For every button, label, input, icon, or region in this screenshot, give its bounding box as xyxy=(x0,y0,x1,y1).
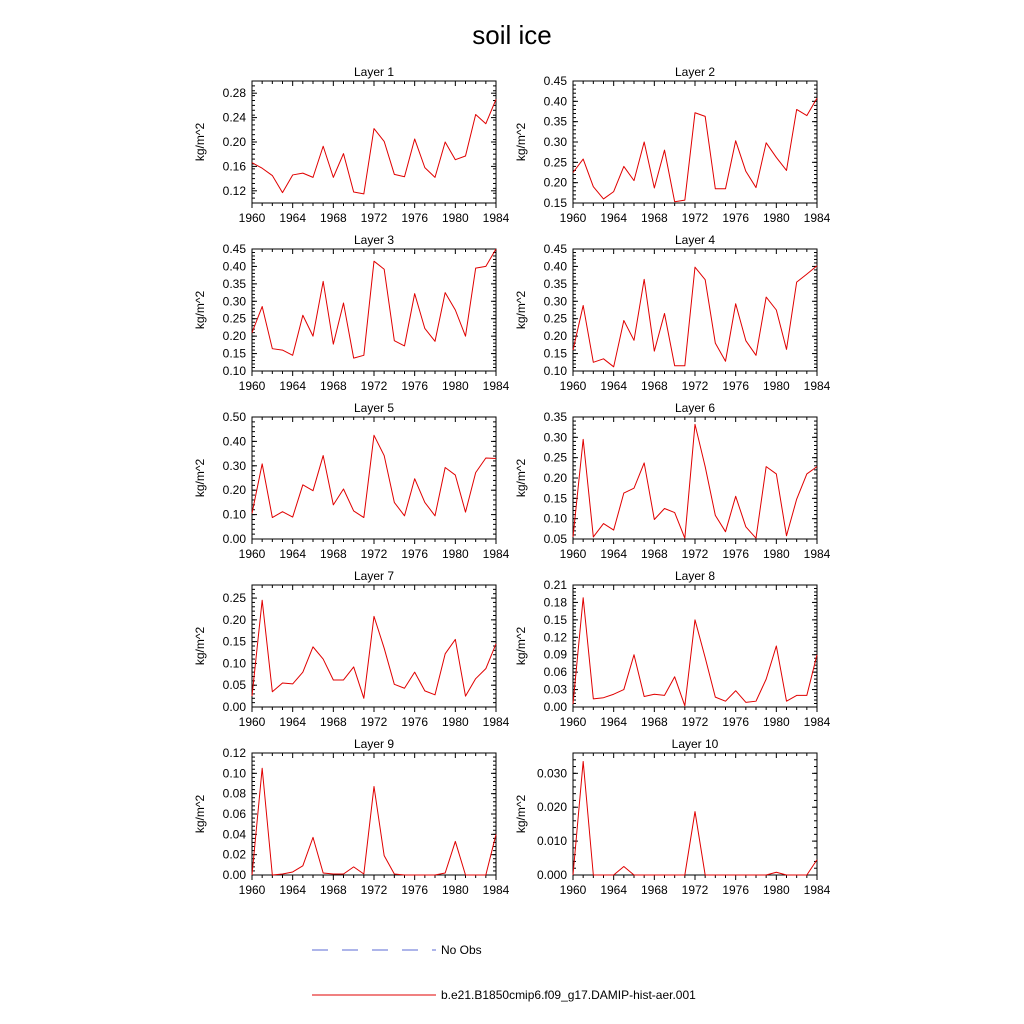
chart-5-ytick-label: 0.40 xyxy=(222,434,246,449)
chart-3-xtick-label: 1984 xyxy=(482,379,510,393)
legend-no-obs-label: No Obs xyxy=(441,943,482,957)
chart-2-series-1-line xyxy=(573,98,817,202)
chart-10-xtick-label: 1976 xyxy=(722,883,750,897)
chart-2-xtick-label: 1968 xyxy=(640,211,668,225)
chart-6-ylabel: kg/m^2 xyxy=(514,458,528,498)
chart-3-xtick-label: 1972 xyxy=(360,379,388,393)
chart-8-ytick-label: 0.21 xyxy=(543,578,567,592)
chart-9-panel xyxy=(193,737,510,897)
chart-2-ytick-label: 0.20 xyxy=(543,175,567,190)
chart-2-frame xyxy=(573,81,817,203)
chart-7-series-1-line xyxy=(252,600,496,698)
chart-1-xtick-label: 1960 xyxy=(238,211,266,225)
chart-9-ytick-label: 0.10 xyxy=(222,766,246,781)
chart-5-xtick-label: 1964 xyxy=(279,547,307,561)
chart-2-title: Layer 2 xyxy=(674,65,716,79)
chart-6-xtick-label: 1964 xyxy=(600,547,628,561)
chart-10-ytick-label: 0.030 xyxy=(536,766,567,781)
chart-10-xtick-label: 1964 xyxy=(600,883,628,897)
chart-8-ytick-label: 0.06 xyxy=(543,665,567,680)
chart-10-panel xyxy=(514,737,831,897)
chart-1-xtick-label: 1984 xyxy=(482,211,510,225)
chart-8-series-1-line xyxy=(573,598,817,706)
chart-7-xtick-label: 1976 xyxy=(401,715,429,729)
panels xyxy=(193,65,831,897)
chart-9-ylabel: kg/m^2 xyxy=(193,794,207,834)
chart-2-panel xyxy=(514,65,831,225)
chart-8-xtick-label: 1960 xyxy=(559,715,587,729)
chart-3-ytick-label: 0.15 xyxy=(222,346,246,361)
chart-4-xtick-label: 1968 xyxy=(640,379,668,393)
chart-8-ylabel: kg/m^2 xyxy=(514,626,528,666)
chart-7-ytick-label: 0.05 xyxy=(222,678,246,693)
chart-6-panel xyxy=(514,401,831,561)
chart-5-xtick-label: 1960 xyxy=(238,547,266,561)
chart-8-xtick-label: 1964 xyxy=(600,715,628,729)
chart-3-ytick-label: 0.45 xyxy=(222,242,246,256)
chart-8-ytick-label: 0.00 xyxy=(543,700,567,714)
chart-3-ytick-label: 0.35 xyxy=(222,276,246,291)
chart-1-ytick-label: 0.24 xyxy=(222,110,246,125)
chart-9-title: Layer 9 xyxy=(353,737,395,751)
chart-10-xtick-label: 1984 xyxy=(803,883,831,897)
chart-7-ytick-label: 0.00 xyxy=(222,700,246,714)
chart-2-xtick-label: 1980 xyxy=(762,211,790,225)
chart-2-xtick-label: 1960 xyxy=(559,211,587,225)
chart-3-ytick-label: 0.30 xyxy=(222,294,246,309)
chart-4-xtick-label: 1960 xyxy=(559,379,587,393)
chart-5-ytick-label: 0.50 xyxy=(222,410,246,424)
chart-6-ytick-label: 0.05 xyxy=(543,532,567,546)
chart-9-xtick-label: 1976 xyxy=(401,883,429,897)
chart-4-xtick-label: 1976 xyxy=(722,379,750,393)
chart-5-panel xyxy=(193,401,510,561)
chart-4-xtick-label: 1980 xyxy=(762,379,790,393)
chart-10-xtick-label: 1980 xyxy=(762,883,790,897)
chart-9-xtick-label: 1968 xyxy=(319,883,347,897)
chart-4-title: Layer 4 xyxy=(674,233,716,247)
chart-4-xtick-label: 1984 xyxy=(803,379,831,393)
chart-1-xtick-label: 1976 xyxy=(401,211,429,225)
legend-model-label: b.e21.B1850cmip6.f09_g17.DAMIP-hist-aer.001 xyxy=(441,988,696,1002)
chart-5-xtick-label: 1968 xyxy=(319,547,347,561)
chart-2-ylabel: kg/m^2 xyxy=(514,122,528,162)
chart-8-xtick-label: 1980 xyxy=(762,715,790,729)
chart-9-ytick-label: 0.04 xyxy=(222,827,246,842)
chart-3-xtick-label: 1968 xyxy=(319,379,347,393)
chart-3-title: Layer 3 xyxy=(353,233,395,247)
chart-1-xtick-label: 1980 xyxy=(441,211,469,225)
chart-9-ytick-label: 0.12 xyxy=(222,746,246,760)
chart-3-ytick-label: 0.20 xyxy=(222,329,246,344)
chart-7-ylabel: kg/m^2 xyxy=(193,626,207,666)
chart-1-ylabel: kg/m^2 xyxy=(193,122,207,162)
chart-8-xtick-label: 1968 xyxy=(640,715,668,729)
chart-3-xtick-label: 1976 xyxy=(401,379,429,393)
chart-1-ytick-label: 0.28 xyxy=(222,86,246,101)
chart-7-frame xyxy=(252,585,496,707)
chart-4-ytick-label: 0.10 xyxy=(543,364,567,378)
chart-9-ytick-label: 0.08 xyxy=(222,786,246,801)
chart-5-ytick-label: 0.20 xyxy=(222,483,246,498)
chart-6-ytick-label: 0.15 xyxy=(543,491,567,506)
figure-title: soil ice xyxy=(472,20,552,50)
chart-4-ytick-label: 0.40 xyxy=(543,259,567,274)
chart-3-xtick-label: 1980 xyxy=(441,379,469,393)
chart-7-title: Layer 7 xyxy=(353,569,395,583)
chart-5-series-1-line xyxy=(252,435,496,517)
chart-2-xtick-label: 1972 xyxy=(681,211,709,225)
chart-5-title: Layer 5 xyxy=(353,401,395,415)
chart-5-xtick-label: 1972 xyxy=(360,547,388,561)
chart-8-ytick-label: 0.18 xyxy=(543,595,567,610)
chart-2-xtick-label: 1976 xyxy=(722,211,750,225)
chart-1-series-1-line xyxy=(252,99,496,194)
chart-2-xtick-label: 1984 xyxy=(803,211,831,225)
chart-3-panel xyxy=(193,233,510,393)
chart-6-xtick-label: 1968 xyxy=(640,547,668,561)
chart-7-panel xyxy=(193,569,510,729)
chart-7-xtick-label: 1964 xyxy=(279,715,307,729)
chart-3-ytick-label: 0.10 xyxy=(222,364,246,378)
chart-2-ytick-label: 0.30 xyxy=(543,135,567,149)
chart-4-ytick-label: 0.45 xyxy=(543,242,567,256)
chart-7-ytick-label: 0.25 xyxy=(222,591,246,606)
chart-8-ytick-label: 0.09 xyxy=(543,647,567,662)
chart-6-ytick-label: 0.20 xyxy=(543,471,567,485)
chart-3-series-1-line xyxy=(252,249,496,358)
chart-8-ytick-label: 0.12 xyxy=(543,630,567,645)
chart-8-ytick-label: 0.15 xyxy=(543,612,567,627)
chart-5-xtick-label: 1980 xyxy=(441,547,469,561)
chart-3-xtick-label: 1964 xyxy=(279,379,307,393)
chart-6-xtick-label: 1972 xyxy=(681,547,709,561)
chart-10-ylabel: kg/m^2 xyxy=(514,794,528,834)
chart-7-ytick-label: 0.10 xyxy=(222,656,246,671)
chart-4-panel xyxy=(514,233,831,393)
chart-4-xtick-label: 1972 xyxy=(681,379,709,393)
chart-5-xtick-label: 1976 xyxy=(401,547,429,561)
chart-10-title: Layer 10 xyxy=(671,737,719,751)
chart-10-ytick-label: 0.000 xyxy=(536,868,567,882)
chart-9-frame xyxy=(252,753,496,875)
chart-10-ytick-label: 0.010 xyxy=(536,834,567,849)
chart-1-title: Layer 1 xyxy=(353,65,395,79)
chart-4-series-1-line xyxy=(573,266,817,367)
chart-4-ylabel: kg/m^2 xyxy=(514,290,528,330)
chart-3-ytick-label: 0.25 xyxy=(222,311,246,326)
chart-6-ytick-label: 0.35 xyxy=(543,410,567,424)
chart-8-ytick-label: 0.03 xyxy=(543,682,567,697)
chart-6-xtick-label: 1960 xyxy=(559,547,587,561)
chart-4-ytick-label: 0.30 xyxy=(543,294,567,309)
chart-1-xtick-label: 1968 xyxy=(319,211,347,225)
chart-6-title: Layer 6 xyxy=(674,401,716,415)
chart-8-panel xyxy=(514,569,831,729)
chart-3-ytick-label: 0.40 xyxy=(222,259,246,274)
chart-8-frame xyxy=(573,585,817,707)
chart-4-ytick-label: 0.20 xyxy=(543,329,567,344)
chart-7-xtick-label: 1960 xyxy=(238,715,266,729)
chart-6-ytick-label: 0.30 xyxy=(543,430,567,445)
chart-10-xtick-label: 1960 xyxy=(559,883,587,897)
chart-1-ytick-label: 0.16 xyxy=(222,159,246,174)
chart-2-ytick-label: 0.40 xyxy=(543,94,567,109)
chart-10-xtick-label: 1972 xyxy=(681,883,709,897)
chart-7-ytick-label: 0.15 xyxy=(222,634,246,649)
chart-3-ylabel: kg/m^2 xyxy=(193,290,207,330)
chart-9-series-1-line xyxy=(252,768,496,875)
chart-3-xtick-label: 1960 xyxy=(238,379,266,393)
chart-9-xtick-label: 1972 xyxy=(360,883,388,897)
chart-8-xtick-label: 1972 xyxy=(681,715,709,729)
chart-6-ytick-label: 0.10 xyxy=(543,511,567,526)
chart-9-ytick-label: 0.00 xyxy=(222,868,246,882)
chart-8-xtick-label: 1976 xyxy=(722,715,750,729)
chart-8-xtick-label: 1984 xyxy=(803,715,831,729)
chart-9-xtick-label: 1980 xyxy=(441,883,469,897)
chart-5-ylabel: kg/m^2 xyxy=(193,458,207,498)
chart-10-series-1-line xyxy=(573,761,817,875)
chart-4-ytick-label: 0.35 xyxy=(543,276,567,291)
chart-6-xtick-label: 1980 xyxy=(762,547,790,561)
chart-6-ytick-label: 0.25 xyxy=(543,450,567,465)
chart-9-xtick-label: 1984 xyxy=(482,883,510,897)
chart-7-ytick-label: 0.20 xyxy=(222,612,246,627)
chart-5-xtick-label: 1984 xyxy=(482,547,510,561)
legend xyxy=(312,943,696,1002)
chart-9-ytick-label: 0.02 xyxy=(222,847,246,862)
chart-1-panel xyxy=(193,65,510,225)
chart-2-xtick-label: 1964 xyxy=(600,211,628,225)
chart-9-xtick-label: 1960 xyxy=(238,883,266,897)
chart-6-series-1-line xyxy=(573,424,817,538)
chart-9-ytick-label: 0.06 xyxy=(222,807,246,821)
chart-1-xtick-label: 1964 xyxy=(279,211,307,225)
chart-6-xtick-label: 1984 xyxy=(803,547,831,561)
chart-10-ytick-label: 0.020 xyxy=(536,800,567,815)
chart-4-ytick-label: 0.15 xyxy=(543,346,567,361)
chart-1-frame xyxy=(252,81,496,203)
chart-5-ytick-label: 0.00 xyxy=(222,532,246,546)
chart-10-xtick-label: 1968 xyxy=(640,883,668,897)
chart-6-frame xyxy=(573,417,817,539)
chart-7-xtick-label: 1980 xyxy=(441,715,469,729)
chart-2-ytick-label: 0.25 xyxy=(543,155,567,170)
chart-9-xtick-label: 1964 xyxy=(279,883,307,897)
chart-4-xtick-label: 1964 xyxy=(600,379,628,393)
chart-6-xtick-label: 1976 xyxy=(722,547,750,561)
chart-1-xtick-label: 1972 xyxy=(360,211,388,225)
chart-7-xtick-label: 1968 xyxy=(319,715,347,729)
chart-2-ytick-label: 0.35 xyxy=(543,114,567,129)
chart-1-ytick-label: 0.12 xyxy=(222,183,246,198)
chart-1-ytick-label: 0.20 xyxy=(222,135,246,149)
chart-2-ytick-label: 0.15 xyxy=(543,196,567,210)
chart-2-ytick-label: 0.45 xyxy=(543,74,567,88)
chart-7-xtick-label: 1984 xyxy=(482,715,510,729)
chart-4-ytick-label: 0.25 xyxy=(543,311,567,326)
chart-7-xtick-label: 1972 xyxy=(360,715,388,729)
chart-8-title: Layer 8 xyxy=(674,569,716,583)
chart-5-ytick-label: 0.10 xyxy=(222,507,246,522)
chart-5-ytick-label: 0.30 xyxy=(222,458,246,473)
